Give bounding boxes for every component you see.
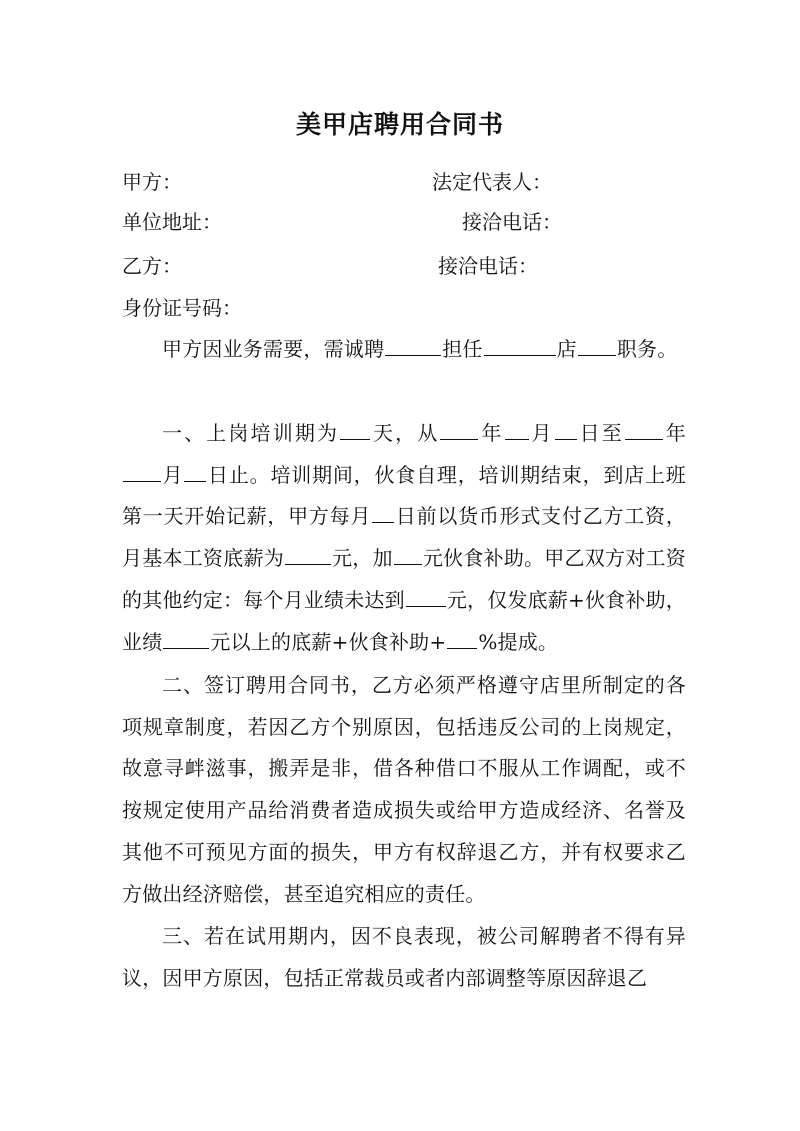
intro-text-1: 甲方因业务需要，需诚聘 [162, 337, 385, 361]
end-day-blank [184, 463, 206, 482]
address-label: 单位地址： [122, 210, 222, 234]
clause-1-text-9: 日前以货币形式支付乙方工资，月基本工资底薪为 [122, 504, 686, 571]
intro-text-3: 店 [556, 337, 577, 361]
legal-rep-label: 法定代表人： [432, 170, 552, 194]
clause-1-text-7: 月 [162, 462, 184, 487]
meal-allowance-blank [394, 546, 422, 565]
start-month-blank [505, 421, 529, 440]
document-title: 美甲店聘用合同书 [295, 110, 504, 139]
base-salary-blank [285, 546, 331, 565]
party-a-label: 甲方： [122, 170, 182, 194]
clause-1-text-2: 天，从 [371, 421, 440, 445]
performance-threshold-blank [406, 588, 446, 607]
end-year-blank [625, 421, 663, 440]
clause-3-paragraph: 三、若在试用期内，因不良表现，被公司解聘者不得有异议，因甲方原因，包括正常裁员或者内部调整等原因辞退乙 [122, 924, 686, 990]
contact-phone-a-label: 接洽电话： [462, 210, 562, 234]
clause-1-paragraph [122, 413, 686, 663]
clause-1-text-10: 元，加 [331, 546, 393, 571]
clause-2-paragraph: 二、签订聘用合同书，乙方必须严格遵守店里所制定的各项规章制度，若因乙方个别原因，包括违反公司的上岗规定，故意寻衅滋事，搬弄是非，借各种借口不服从工作调配，或不按规定使用产品给消费者造成损失或给甲方造成经济、名誉及其他不可预见方面的损失，甲方有权辞退乙方，并有权要求乙方做出经济赔偿，甚至追究相应的责任。 [122, 673, 686, 906]
clause-1-text-4: 月 [529, 421, 554, 445]
party-b-label: 乙方： [122, 254, 182, 278]
intro-text-4: 职务。 [616, 337, 678, 361]
end-month-blank [123, 463, 161, 482]
performance-target-blank [163, 630, 209, 649]
id-number-label: 身份证号码： [122, 296, 242, 320]
duty-blank [578, 337, 616, 356]
clause-1-text-12: 元，仅发底薪+伙食补助，业绩 [122, 587, 686, 654]
payday-blank [372, 504, 394, 523]
clause-1-text-8: 日止。培训期间，伙食自理，培训期结束，到店上班第一天开始记薪，甲方每月 [122, 462, 686, 529]
training-days-blank [340, 421, 370, 440]
contact-phone-b-label: 接洽电话： [438, 254, 538, 278]
position-blank [385, 337, 441, 356]
clause-1-text-3: 年 [479, 421, 504, 445]
commission-rate-blank [447, 630, 477, 649]
clause-1-text-5: 日至 [577, 421, 624, 445]
start-year-blank [440, 421, 478, 440]
clause-1-text-11: 元伙食补助。甲乙双方对工资的其他约定：每个月业绩未达到 [122, 546, 686, 612]
intro-text-2: 担任 [442, 337, 483, 361]
start-day-blank [555, 421, 577, 440]
store-blank [484, 337, 556, 356]
clause-1-text-14: %提成。 [478, 629, 559, 654]
clause-1-text-6: 年 [663, 421, 686, 445]
clause-1-text-13: 元以上的底薪+伙食补助+ [210, 629, 447, 654]
clause-1-text-1: 一、上岗培训期为 [162, 421, 340, 445]
intro-paragraph [122, 329, 686, 371]
